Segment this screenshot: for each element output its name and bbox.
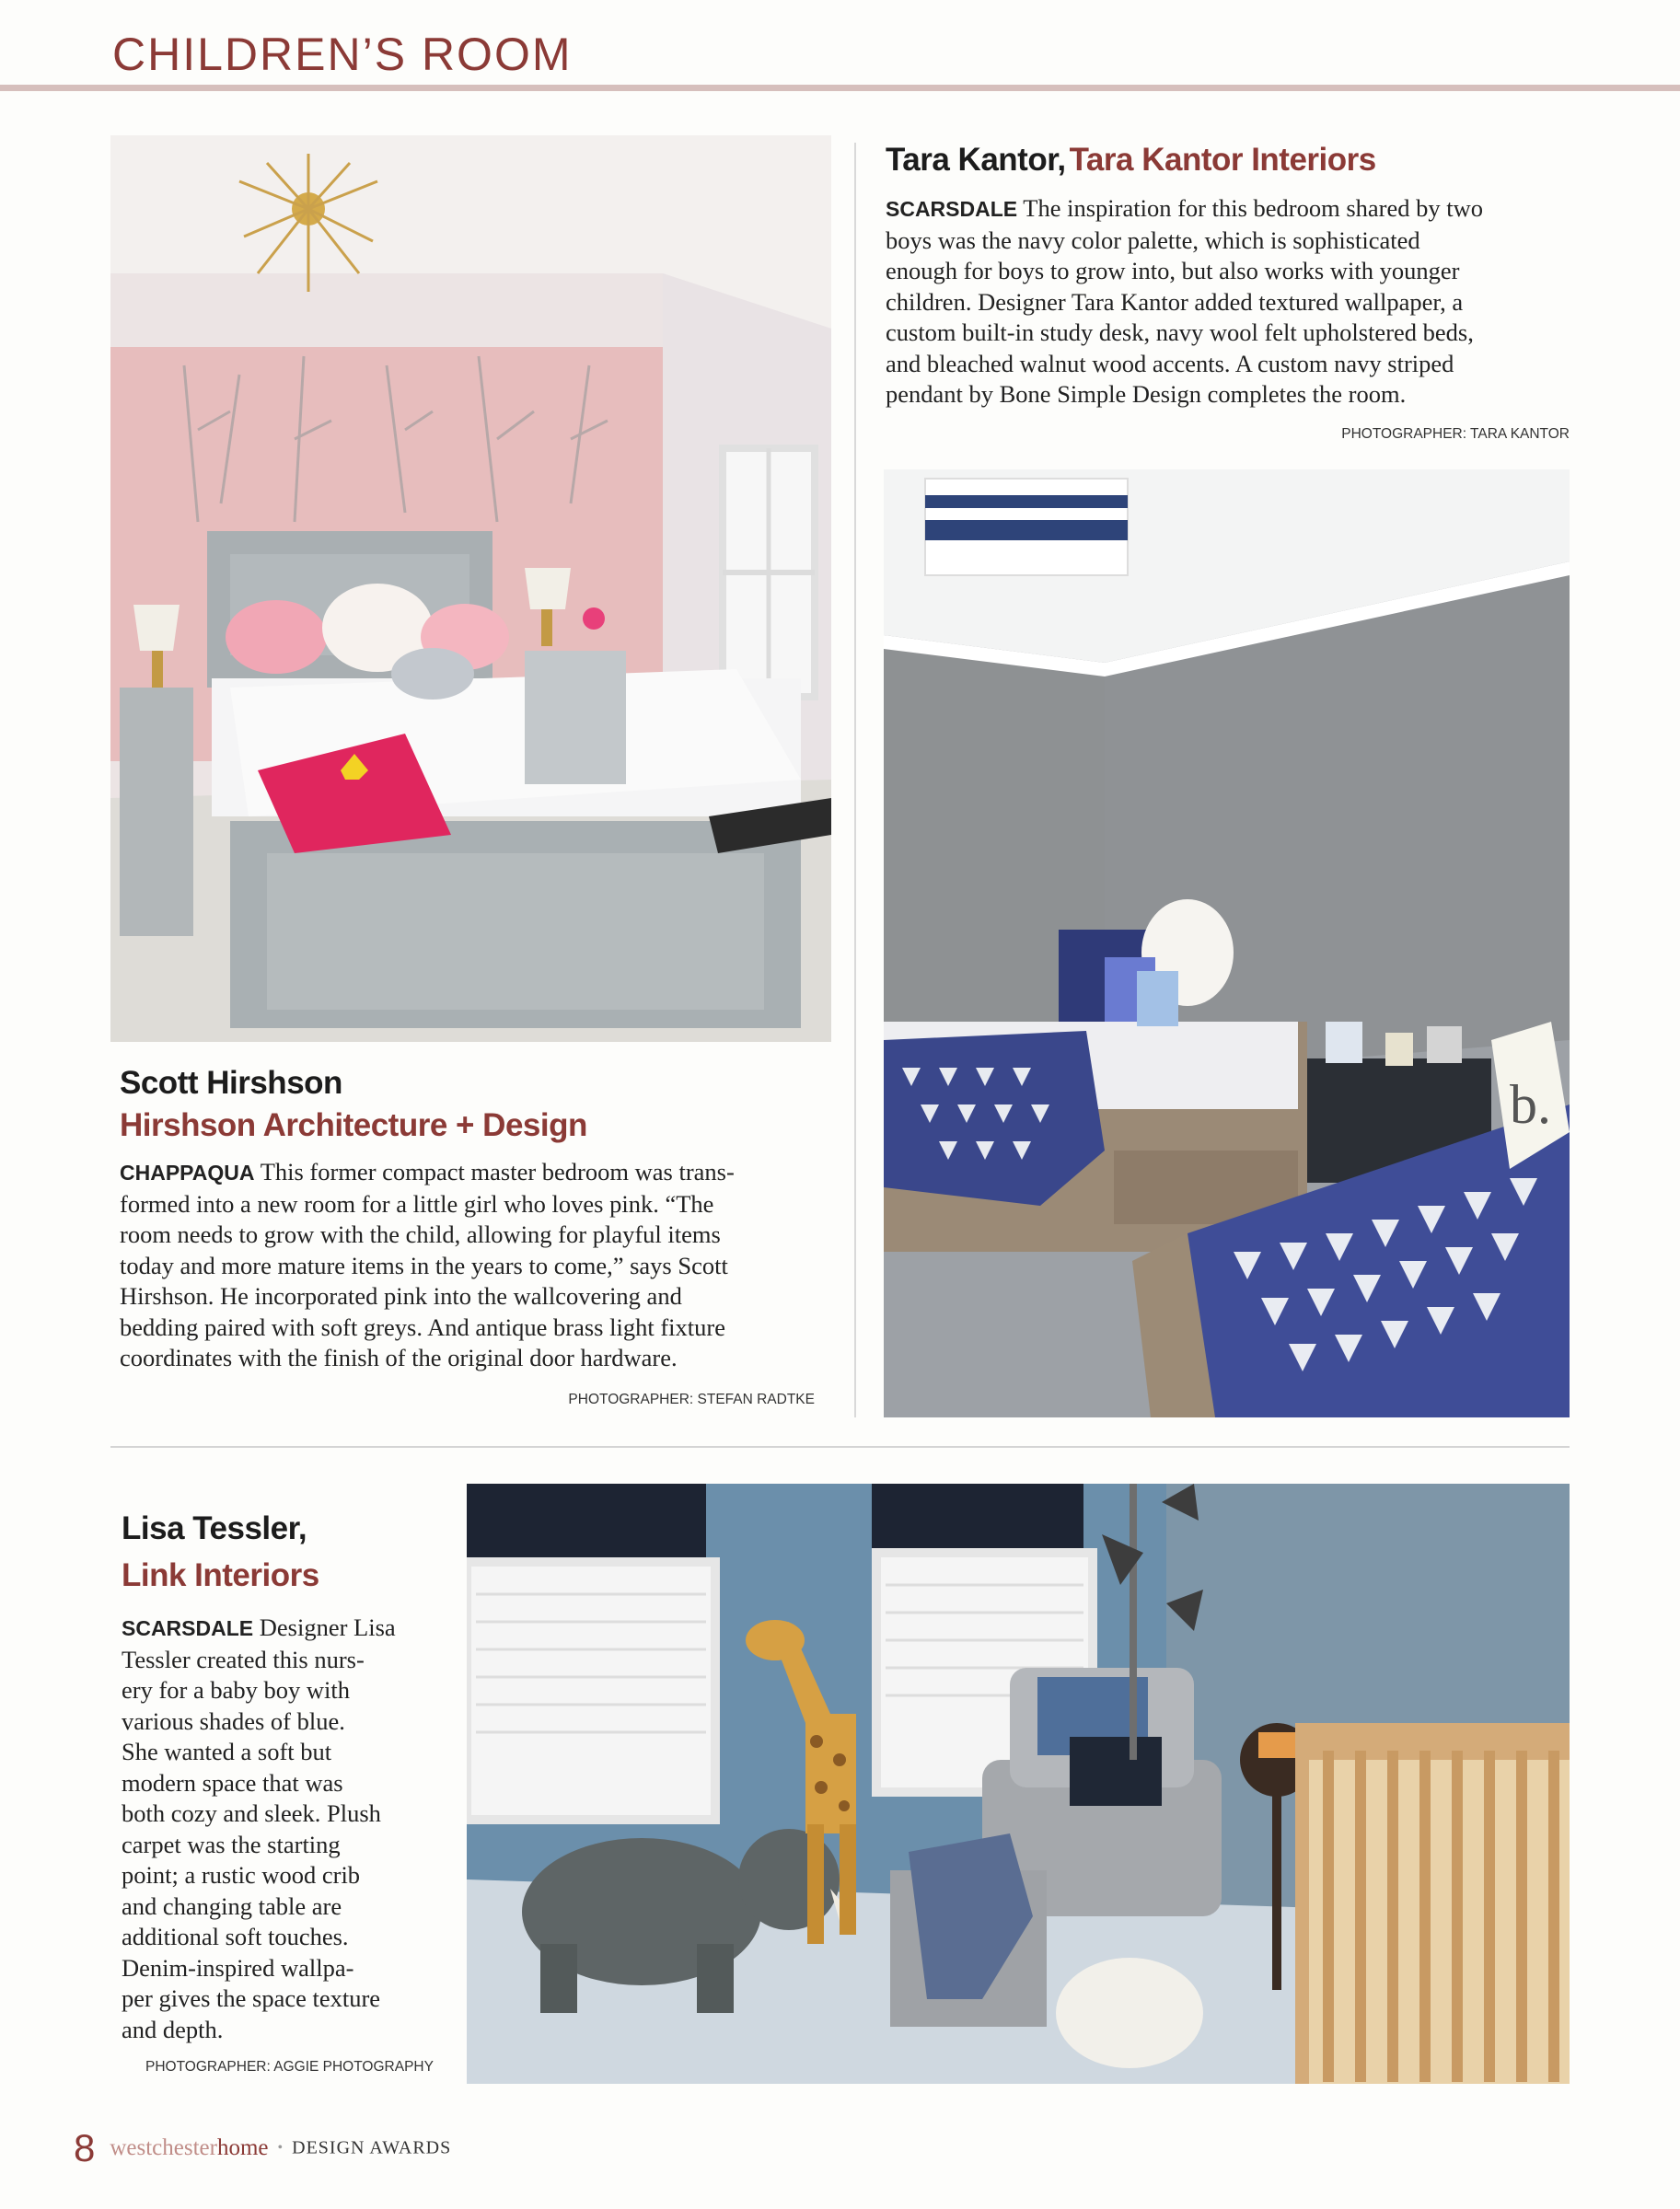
magazine-subtitle: DESIGN AWARDS (292, 2137, 452, 2158)
svg-text:b.: b. (1510, 1074, 1551, 1135)
body-line-text: Designer Lisa (259, 1613, 396, 1641)
body-line: She wanted a soft but (122, 1738, 332, 1765)
firm-name-hirshson: Hirshson Architecture + Design (120, 1107, 587, 1143)
body-text-kantor (886, 193, 1585, 411)
body-line: various shades of blue. (122, 1706, 345, 1735)
designer-name-hirshson: Scott Hirshson (120, 1065, 342, 1101)
body-line: Hirshson. He incorporated pink into the wallcovering and (120, 1282, 682, 1310)
location-label: CHAPPAQUA (120, 1161, 255, 1185)
body-line: ery for a baby boy with (122, 1676, 350, 1704)
photo-pink-bedroom (110, 135, 831, 1042)
body-line: coordinates with the finish of the original door hardware. (120, 1344, 678, 1371)
body-line: and depth. (122, 2015, 224, 2043)
body-line: children. Designer Tara Kantor added textured wallpaper, a (886, 287, 1464, 316)
body-line: modern space that was (122, 1768, 343, 1797)
header-rule (0, 85, 1680, 91)
location-label: SCARSDALE (886, 197, 1018, 221)
location-label: SCARSDALE (122, 1616, 254, 1640)
page-footer (74, 2126, 451, 2170)
body-line: and bleached walnut wood accents. A custom navy striped (886, 349, 1454, 377)
section-title: CHILDREN’S ROOM (112, 29, 573, 80)
body-line: custom built-in study desk, navy wool felt upholstered beds, (886, 318, 1474, 346)
body-line (122, 1613, 462, 1645)
magazine-name-bold: home (216, 2135, 269, 2160)
body-line: room needs to grow with the child, allowing for playful items (120, 1220, 721, 1248)
body-line: formed into a new room for a little girl who loves pink. “The (120, 1189, 714, 1218)
body-line: point; a rustic wood crib (122, 1861, 361, 1889)
body-line: today and more mature items in the years to come,” says Scott (120, 1251, 728, 1279)
section-divider (110, 1446, 1570, 1448)
body-line: carpet was the starting (122, 1830, 341, 1858)
body-line: pendant by Bone Simple Design completes the room. (886, 380, 1407, 408)
photo-credit-tessler: PHOTOGRAPHER: AGGIE PHOTOGRAPHY (145, 2059, 434, 2075)
photo-navy-bedroom (884, 469, 1570, 1417)
body-line: per gives the space texture (122, 1984, 381, 2012)
body-line: boys was the navy color palette, which is sophisticated (886, 226, 1420, 254)
photo-blue-nursery (467, 1484, 1570, 2084)
magazine-name (110, 2135, 268, 2160)
designer-name-kantor: Tara Kantor, (886, 142, 1066, 178)
body-text-tessler (122, 1613, 462, 2045)
firm-name-kantor: Tara Kantor Interiors (1069, 142, 1376, 178)
body-line-text: This former compact master bedroom was trans- (260, 1158, 735, 1185)
body-line: Denim-inspired wallpa- (122, 1953, 354, 1982)
body-line: and changing table are (122, 1891, 342, 1920)
heading-kantor (886, 142, 1376, 179)
body-line: bedding paired with soft greys. And antique brass light fixture (120, 1313, 725, 1341)
body-line: enough for boys to grow into, but also works with younger (886, 257, 1460, 284)
body-line: Tessler created this nurs- (122, 1645, 365, 1673)
photo-credit-hirshson: PHOTOGRAPHER: STEFAN RADTKE (568, 1392, 815, 1407)
photo-credit-kantor: PHOTOGRAPHER: TARA KANTOR (1341, 426, 1570, 442)
designer-name-tessler: Lisa Tessler, (122, 1510, 307, 1546)
body-line: both cozy and sleek. Plush (122, 1799, 381, 1827)
body-text-hirshson (120, 1157, 847, 1374)
column-divider (854, 143, 856, 1417)
body-line (886, 193, 1585, 226)
footer-separator: • (277, 2140, 284, 2156)
firm-name-tessler: Link Interiors (122, 1557, 319, 1593)
magazine-name-light: westchester (110, 2135, 217, 2160)
body-line (120, 1157, 847, 1189)
body-line: additional soft touches. (122, 1923, 349, 1950)
page-number: 8 (74, 2126, 96, 2169)
body-line-text: The inspiration for this bedroom shared by two (1023, 194, 1484, 222)
